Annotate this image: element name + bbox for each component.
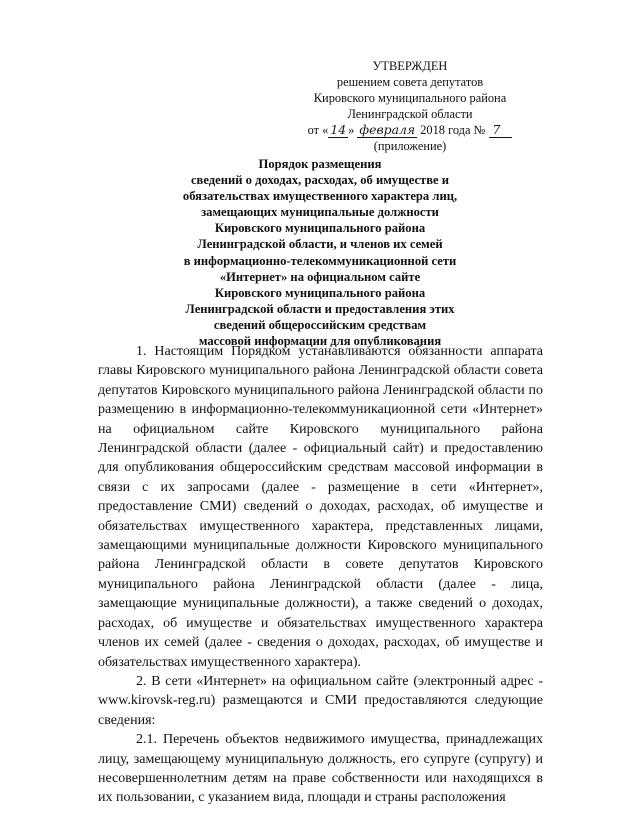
title-line: массовой информации для опубликования: [198, 334, 442, 349]
decision-number-handwritten: 7: [489, 122, 513, 138]
title-line: обязательствах имущественного характера лиц,: [182, 189, 458, 204]
title-line: сведений о доходах, расходах, об имуществе и: [190, 173, 450, 188]
title-line: Кировского муниципального района: [214, 221, 426, 236]
approval-appendix: (приложение): [373, 139, 447, 153]
date-day-handwritten: 14: [330, 122, 347, 137]
approval-decision: решением совета депутатов: [336, 75, 484, 89]
date-prefix: от «: [307, 123, 329, 137]
document-title: [150, 156, 490, 349]
title-line: Ленинградской области и предоставления этих: [185, 301, 455, 316]
date-year: 2018 года №: [420, 123, 486, 137]
paragraph-2: 2. В сети «Интернет» на официальном сайте (электронный адрес - www.kirovsk-reg.ru) размещаются и СМИ предоставляются следующие сведения:: [98, 673, 543, 728]
approval-heading: УТВЕРЖДЕН: [372, 59, 448, 73]
approval-district: Кировского муниципального района: [313, 91, 507, 105]
title-line: Порядок размещения: [258, 157, 382, 171]
approval-stamp: [300, 58, 520, 154]
date-month-handwritten: февраля: [359, 122, 416, 137]
paragraph-1: 1. Настоящим Порядком устанавливаются обязанности аппарата главы Кировского муниципального района Ленинградской области совета депутатов Кировского муниципального района Ленинградской области по размещению в информационно-телекоммуникационной сети «Интернет» на официальном сайте Кировского муниципального района Ленинградской области (далее - официальный сайт) и предоставлению для опубликования общероссийским средствам массовой информации в связи с их запросами (далее - размещение в сети «Интернет», предоставление СМИ) сведений о доходах, расходах, об имуществе и обязательствах имущественного характера, представленных лицами, замещающими муниципальные должности Кировского муниципального района Ленинградской области в совете депутатов Кировского муниципального района Ленинградской области (далее - лица, замещающие муниципальные должности), а также сведений о доходах, расходах, об имуществе и обязательствах имущественного характера членов их семей (далее - сведения о доходах, расходах, об имуществе и обязательствах имущественного характера).: [98, 344, 543, 670]
approval-date-line: [300, 122, 520, 138]
title-line: в информационно-телекоммуникационной сети: [183, 253, 457, 268]
title-line: замещающих муниципальные должности: [201, 205, 439, 220]
title-line: сведений общероссийским средствам: [213, 317, 427, 332]
title-line: Ленинградской области, и членов их семей: [197, 237, 443, 252]
paragraph-2-1: 2.1. Перечень объектов недвижимого имущества, принадлежащих лицу, замещающему муниципальную должность, его супруге (супругу) и несовершеннолетним детям на праве собственности или находящихся в их пользовании, с указанием вида, площади и страны расположения: [98, 732, 543, 806]
title-line: «Интернет» на официальном сайте: [219, 269, 421, 284]
date-mid: »: [348, 123, 355, 137]
approval-region: Ленинградской области: [347, 107, 473, 121]
document-body: [98, 342, 543, 808]
title-line: Кировского муниципального района: [214, 285, 426, 300]
